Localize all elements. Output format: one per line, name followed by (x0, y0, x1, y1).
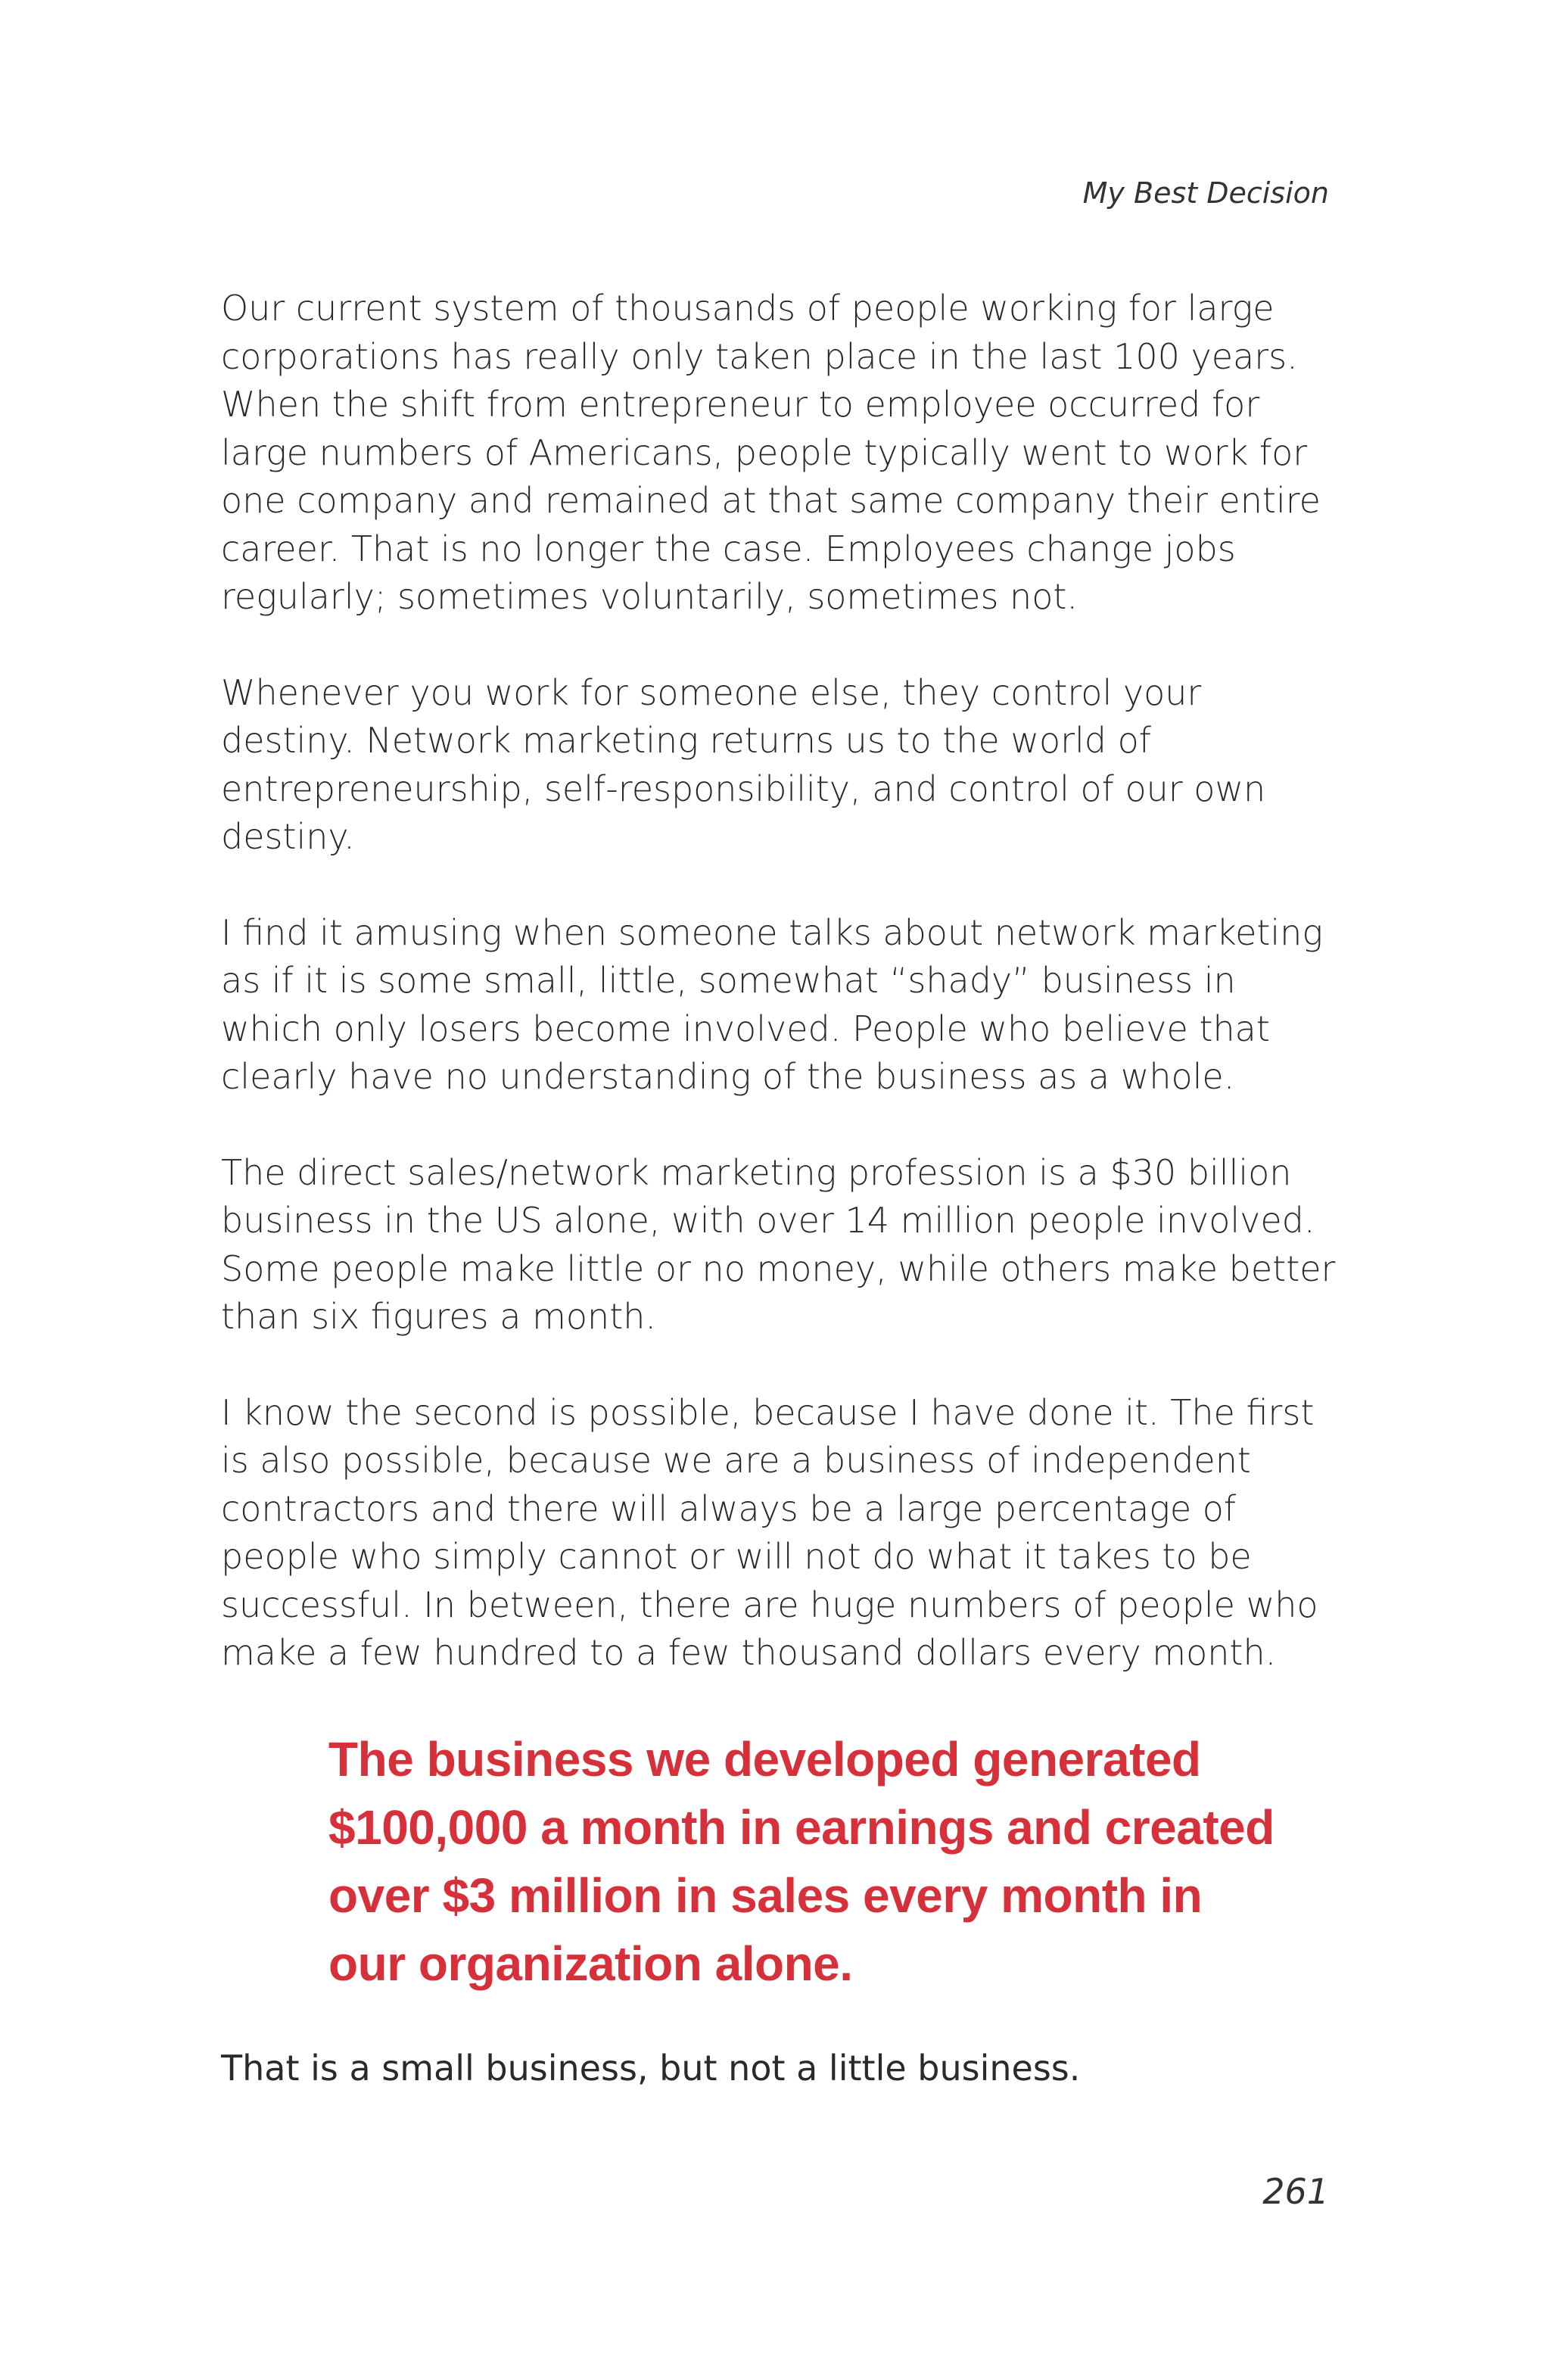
paragraph-control-destiny: Whenever you work for someone else, they control your destiny. Network marketing returns us to the world of entrepreneurship, self-responsibility, and control of our own destiny. (221, 671, 1266, 857)
paragraph-employment-history: Our current system of thousands of people working for large corporations has really only taken place in the last 100 years. When the shift from entrepreneur to employee occurred for large numbers of Americans, people typically went to work for one company and remained at that same company their entire career. That is no longer the case. Employees change jobs regularly; sometimes voluntarily, sometimes not. (221, 288, 1321, 617)
paragraph-shady-business: I find it amusing when someone talks about network marketing as if it is some small, little, somewhat “shady” business in which only losers become involved. People who believe that clearly have no understanding of the business as a whole. (221, 911, 1323, 1097)
pull-quote-line: $100,000 a month in earnings and created (328, 1799, 1275, 1855)
running-head: My Best Decision (1082, 176, 1329, 210)
paragraph-industry-size: The direct sales/network marketing profession is a $30 billion business in the US alone, with over 14 million people involved. Some people make little or no money, while others make better than six figures a month. (221, 1151, 1336, 1337)
page-number: 261 (1262, 2171, 1329, 2212)
paragraph-possibilities: I know the second is possible, because I have done it. The first is also possible, because we are a business of independent contractors and there will always be a large percentage of people who simply cannot or will not do what it takes to be successful. In between, there are huge numbers of people who make a few hundred to a few thousand dollars every month. (221, 1391, 1318, 1673)
closing-paragraph: That is a small business, but not a little business. (221, 2047, 1081, 2089)
pull-quote-line: our organization alone. (328, 1936, 853, 1991)
pull-quote-line: over $3 million in sales every month in (328, 1868, 1203, 1923)
body-text (221, 285, 1341, 2092)
pull-quote-line: The business we developed generated (328, 1731, 1201, 1787)
pull-quote (328, 1725, 1343, 1998)
